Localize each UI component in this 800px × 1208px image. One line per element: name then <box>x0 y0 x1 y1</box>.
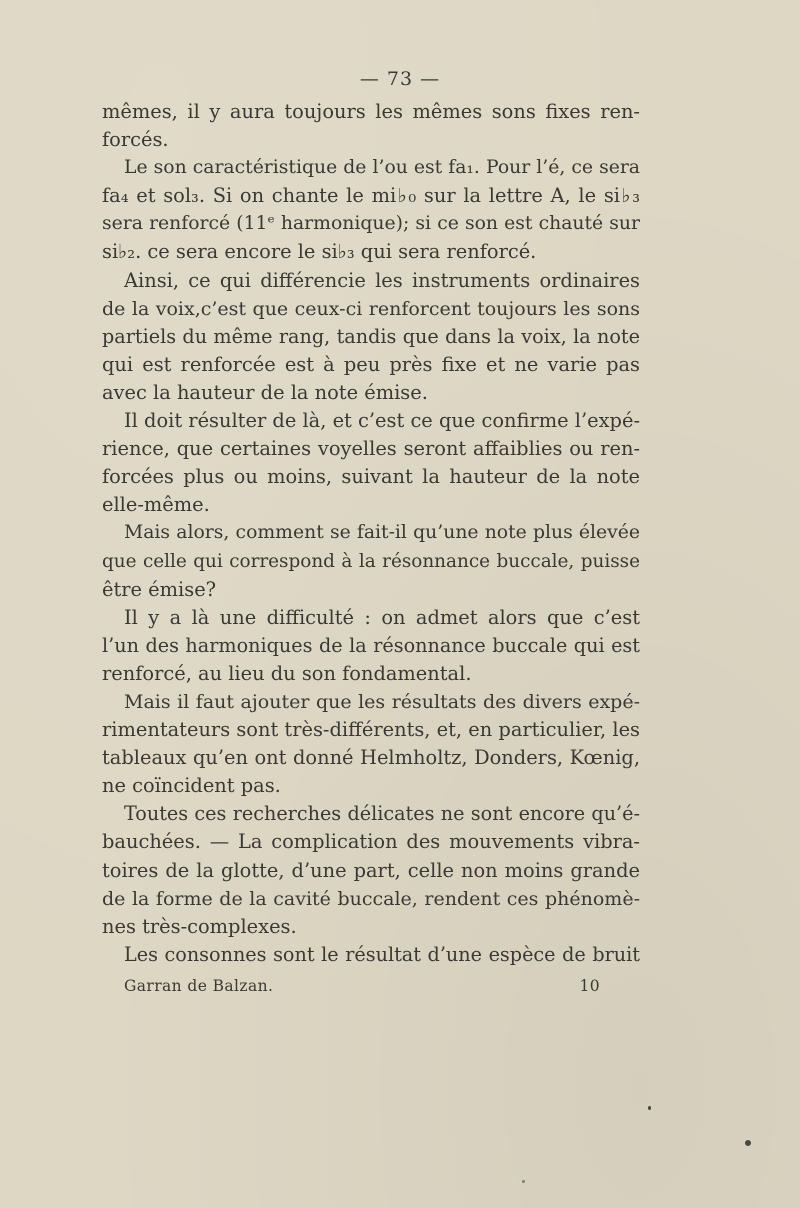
text-line: forcées plus ou moins, suivant la hauteur de la note <box>102 465 640 489</box>
text-line: de la forme de la cavité buccale, rendent ces phénomè- <box>102 887 640 910</box>
body-text <box>102 98 640 969</box>
text-line: qui est renforcée est à peu près fixe et ne varie pas <box>102 352 640 376</box>
text-line: que celle qui correspond à la résonnance buccale, puisse <box>102 550 640 572</box>
text-line: bauchées. — La complication des mouvements vibra- <box>102 830 640 854</box>
text-line: avec la hauteur de la note émise. <box>102 380 428 404</box>
page-number: — 73 — <box>359 68 441 90</box>
text-line: de la voix,c’est que ceux-ci renforcent toujours les sons <box>102 297 640 320</box>
text-line: sera renforcé (11ᵉ harmonique); si ce son est chauté sur <box>102 213 640 235</box>
text-line: Il doit résulter de là, et c’est ce que confirme l’expé- <box>124 409 640 433</box>
footer-author: Garran de Balzan. <box>124 977 274 995</box>
text-line: Le son caractéristique de l’ou est fa₁. Pour l’é, ce sera <box>124 157 640 179</box>
text-line: tableaux qu’en ont donné Helmholtz, Donders, Kœnig, <box>102 746 640 770</box>
text-line: Ainsi, ce qui différencie les instruments ordinaires <box>124 268 640 292</box>
text-line: être émise? <box>102 577 217 601</box>
text-line: mêmes, il y aura toujours les mêmes sons fixes ren- <box>102 100 640 123</box>
text-line: fa₄ et sol₃. Si on chante le mi♭₀ sur la lettre A, le si♭₃ <box>102 184 640 208</box>
text-line: Il y a là une difficulté : on admet alors que c’est <box>124 605 640 629</box>
text-line: l’un des harmoniques de la résonnance buccale qui est <box>102 633 640 657</box>
text-line: elle-même. <box>102 493 210 517</box>
text-line: si♭₂. ce sera encore le si♭₃ qui sera renforcé. <box>102 240 537 264</box>
ink-speck <box>745 1140 751 1146</box>
text-line: Mais il faut ajouter que les résultats des divers expé- <box>124 690 640 713</box>
text-line: ne coïncident pas. <box>102 774 281 798</box>
text-line: rience, que certaines voyelles seront affaiblies ou ren- <box>102 437 640 461</box>
text-line: Mais alors, comment se fait-il qu’une note plus élevée <box>124 522 640 544</box>
text-line: Les consonnes sont le résultat d’une espèce de bruit <box>124 942 640 966</box>
ink-speck <box>648 1106 651 1110</box>
text-line: partiels du même rang, tandis que dans la voix, la note <box>102 324 640 348</box>
text-line: Toutes ces recherches délicates ne sont encore qu’é- <box>124 802 640 826</box>
text-line: forcés. <box>102 128 169 152</box>
signature-mark: 10 <box>579 977 600 995</box>
text-line: renforcé, au lieu du son fondamental. <box>102 661 472 685</box>
text-line: rimentateurs sont très-différents, et, en particulier, les <box>102 718 640 742</box>
ink-speck <box>522 1180 525 1183</box>
text-line: toires de la glotte, d’une part, celle non moins grande <box>102 858 640 882</box>
text-line: nes très-complexes. <box>102 914 297 938</box>
